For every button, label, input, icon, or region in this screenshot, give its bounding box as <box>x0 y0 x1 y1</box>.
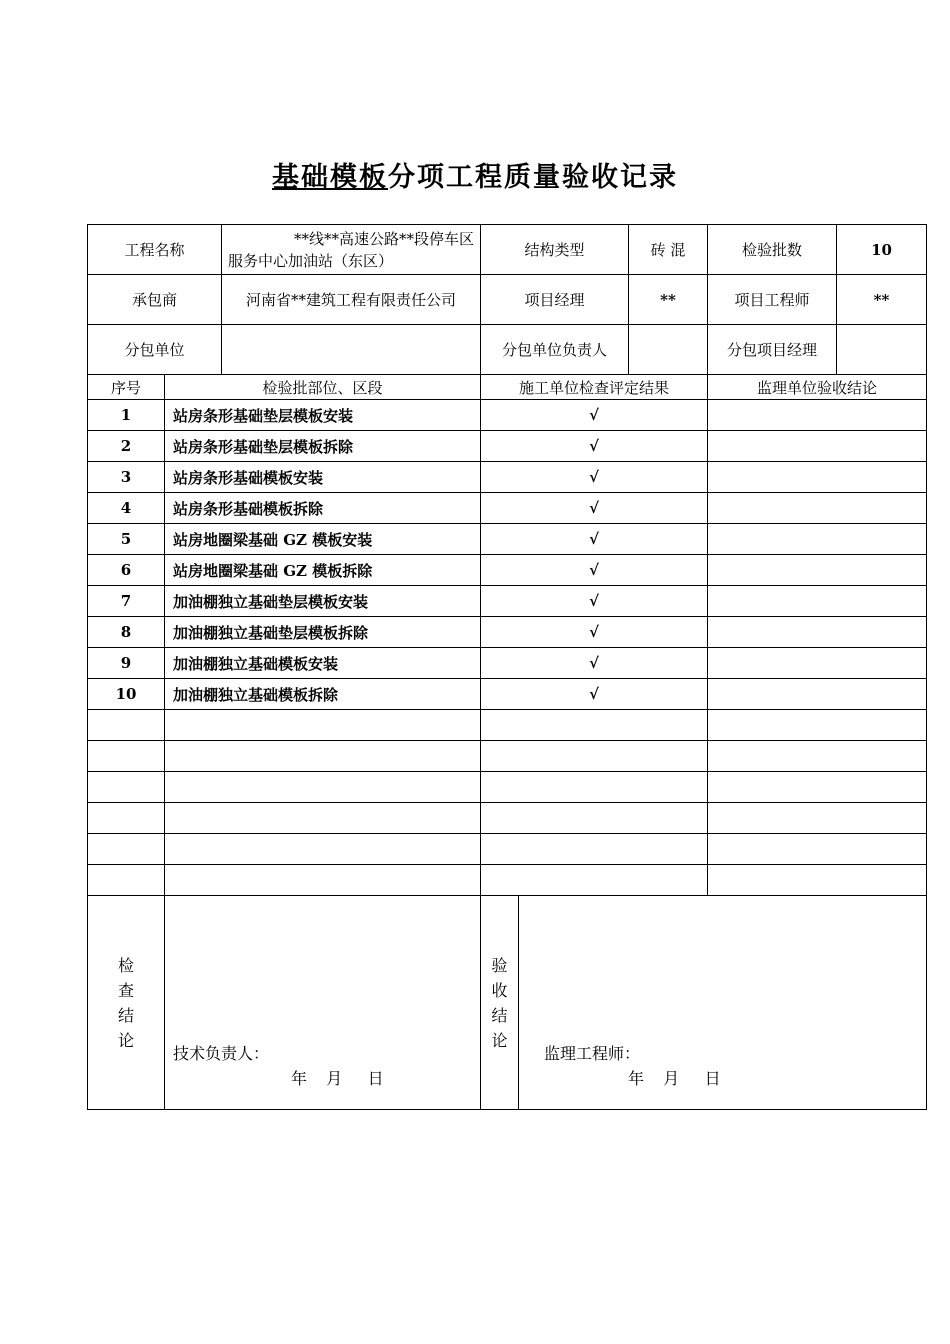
empty-row <box>88 772 927 803</box>
row-location: 加油棚独立基础模板安装 <box>165 648 481 679</box>
empty-cell <box>481 772 708 803</box>
accept-char: 验 <box>491 955 508 975</box>
check-char: 结 <box>117 1005 134 1025</box>
empty-row <box>88 865 927 896</box>
row-location: 加油棚独立基础垫层模板拆除 <box>165 617 481 648</box>
table-row <box>88 524 927 555</box>
project-name-label: 工程名称 <box>88 225 222 275</box>
sub-responsible-value <box>629 325 708 375</box>
empty-row <box>88 710 927 741</box>
batch-count-value: 10 <box>837 225 927 275</box>
title-rest: 分项工程质量验收记录 <box>388 162 678 193</box>
sub-manager-label: 分包项目经理 <box>708 325 837 375</box>
row-no: 4 <box>88 493 165 524</box>
row-result: √ <box>481 524 708 555</box>
subcontractor-label: 分包单位 <box>88 325 222 375</box>
empty-row <box>88 741 927 772</box>
row-no: 3 <box>88 462 165 493</box>
empty-cell <box>165 865 481 896</box>
empty-cell <box>481 865 708 896</box>
row-location: 站房条形基础垫层模板安装 <box>165 400 481 431</box>
row-location: 站房地圈梁基础 GZ 模板拆除 <box>165 555 481 586</box>
empty-cell <box>88 772 165 803</box>
row-conclusion <box>708 400 927 431</box>
row-conclusion <box>708 524 927 555</box>
empty-cell <box>165 772 481 803</box>
table-row <box>88 493 927 524</box>
row-conclusion <box>708 555 927 586</box>
row-no: 1 <box>88 400 165 431</box>
row-result: √ <box>481 617 708 648</box>
header-row-contractor <box>88 275 927 325</box>
check-conclusion-label <box>88 896 165 1110</box>
project-manager-value: ** <box>629 275 708 325</box>
row-conclusion <box>708 648 927 679</box>
empty-cell <box>708 710 927 741</box>
row-location: 站房地圈梁基础 GZ 模板安装 <box>165 524 481 555</box>
tech-lead-label: 技术负责人： <box>173 1044 270 1063</box>
row-conclusion <box>708 493 927 524</box>
row-no: 2 <box>88 431 165 462</box>
empty-cell <box>481 741 708 772</box>
empty-cell <box>88 834 165 865</box>
empty-cell <box>165 710 481 741</box>
row-result: √ <box>481 679 708 710</box>
table-row <box>88 400 927 431</box>
col-inspection-header: 施工单位检查评定结果 <box>481 375 708 400</box>
table-row <box>88 648 927 679</box>
header-row-subcontractor <box>88 325 927 375</box>
project-manager-label: 项目经理 <box>481 275 629 325</box>
conclusion-row <box>88 896 927 1110</box>
check-char: 检 <box>117 955 134 975</box>
check-date: 年 月 日 <box>291 1069 385 1088</box>
project-name-line2: 服务中心加油站（东区） <box>228 251 394 270</box>
row-location: 站房条形基础模板拆除 <box>165 493 481 524</box>
accept-char: 论 <box>491 1030 508 1050</box>
row-conclusion <box>708 679 927 710</box>
empty-cell <box>708 865 927 896</box>
project-engineer-label: 项目工程师 <box>708 275 837 325</box>
row-no: 5 <box>88 524 165 555</box>
row-no: 6 <box>88 555 165 586</box>
col-no-header: 序号 <box>88 375 165 400</box>
structure-type-value: 砖 混 <box>629 225 708 275</box>
row-location: 加油棚独立基础模板拆除 <box>165 679 481 710</box>
header-row-project <box>88 225 927 275</box>
empty-cell <box>708 772 927 803</box>
empty-cell <box>88 803 165 834</box>
title-underlined: 基础模板 <box>272 162 388 193</box>
empty-cell <box>481 710 708 741</box>
empty-cell <box>481 834 708 865</box>
empty-cell <box>708 834 927 865</box>
row-result: √ <box>481 586 708 617</box>
empty-cell <box>88 741 165 772</box>
contractor-label: 承包商 <box>88 275 222 325</box>
empty-cell <box>165 741 481 772</box>
structure-type-label: 结构类型 <box>481 225 629 275</box>
accept-date: 年 月 日 <box>628 1069 722 1088</box>
sub-responsible-label: 分包单位负责人 <box>481 325 629 375</box>
table-row <box>88 679 927 710</box>
col-acceptance-header: 监理单位验收结论 <box>708 375 927 400</box>
supervisor-label: 监理工程师： <box>544 1044 641 1063</box>
document-title <box>0 155 950 194</box>
table-row <box>88 462 927 493</box>
empty-cell <box>481 803 708 834</box>
row-no: 7 <box>88 586 165 617</box>
row-location: 站房条形基础垫层模板拆除 <box>165 431 481 462</box>
row-conclusion <box>708 462 927 493</box>
table-row <box>88 617 927 648</box>
project-name-value <box>222 225 481 275</box>
contractor-value: 河南省**建筑工程有限责任公司 <box>222 275 481 325</box>
table-row <box>88 555 927 586</box>
empty-cell <box>88 865 165 896</box>
row-result: √ <box>481 493 708 524</box>
row-conclusion <box>708 586 927 617</box>
row-conclusion <box>708 617 927 648</box>
column-header-row <box>88 375 927 400</box>
acceptance-conclusion-area <box>519 896 927 1110</box>
row-location: 站房条形基础模板安装 <box>165 462 481 493</box>
empty-cell <box>708 741 927 772</box>
sub-manager-value <box>837 325 927 375</box>
acceptance-record-table <box>87 224 927 1110</box>
row-result: √ <box>481 431 708 462</box>
row-location: 加油棚独立基础垫层模板安装 <box>165 586 481 617</box>
empty-row <box>88 834 927 865</box>
row-result: √ <box>481 462 708 493</box>
row-result: √ <box>481 555 708 586</box>
accept-char: 收 <box>491 980 508 1000</box>
subcontractor-value <box>222 325 481 375</box>
row-no: 9 <box>88 648 165 679</box>
row-no: 10 <box>88 679 165 710</box>
batch-count-label: 检验批数 <box>708 225 837 275</box>
empty-cell <box>708 803 927 834</box>
row-result: √ <box>481 648 708 679</box>
empty-cell <box>165 803 481 834</box>
row-conclusion <box>708 431 927 462</box>
check-conclusion-area <box>165 896 481 1110</box>
col-location-header: 检验批部位、区段 <box>165 375 481 400</box>
project-engineer-value: ** <box>837 275 927 325</box>
empty-cell <box>88 710 165 741</box>
table-row <box>88 431 927 462</box>
table-row <box>88 586 927 617</box>
row-result: √ <box>481 400 708 431</box>
acceptance-conclusion-label <box>481 896 519 1110</box>
check-char: 查 <box>117 980 134 1000</box>
check-char: 论 <box>117 1030 134 1050</box>
row-no: 8 <box>88 617 165 648</box>
accept-char: 结 <box>491 1005 508 1025</box>
empty-row <box>88 803 927 834</box>
empty-cell <box>165 834 481 865</box>
project-name-line1: **线**高速公路**段停车区 <box>294 229 475 248</box>
